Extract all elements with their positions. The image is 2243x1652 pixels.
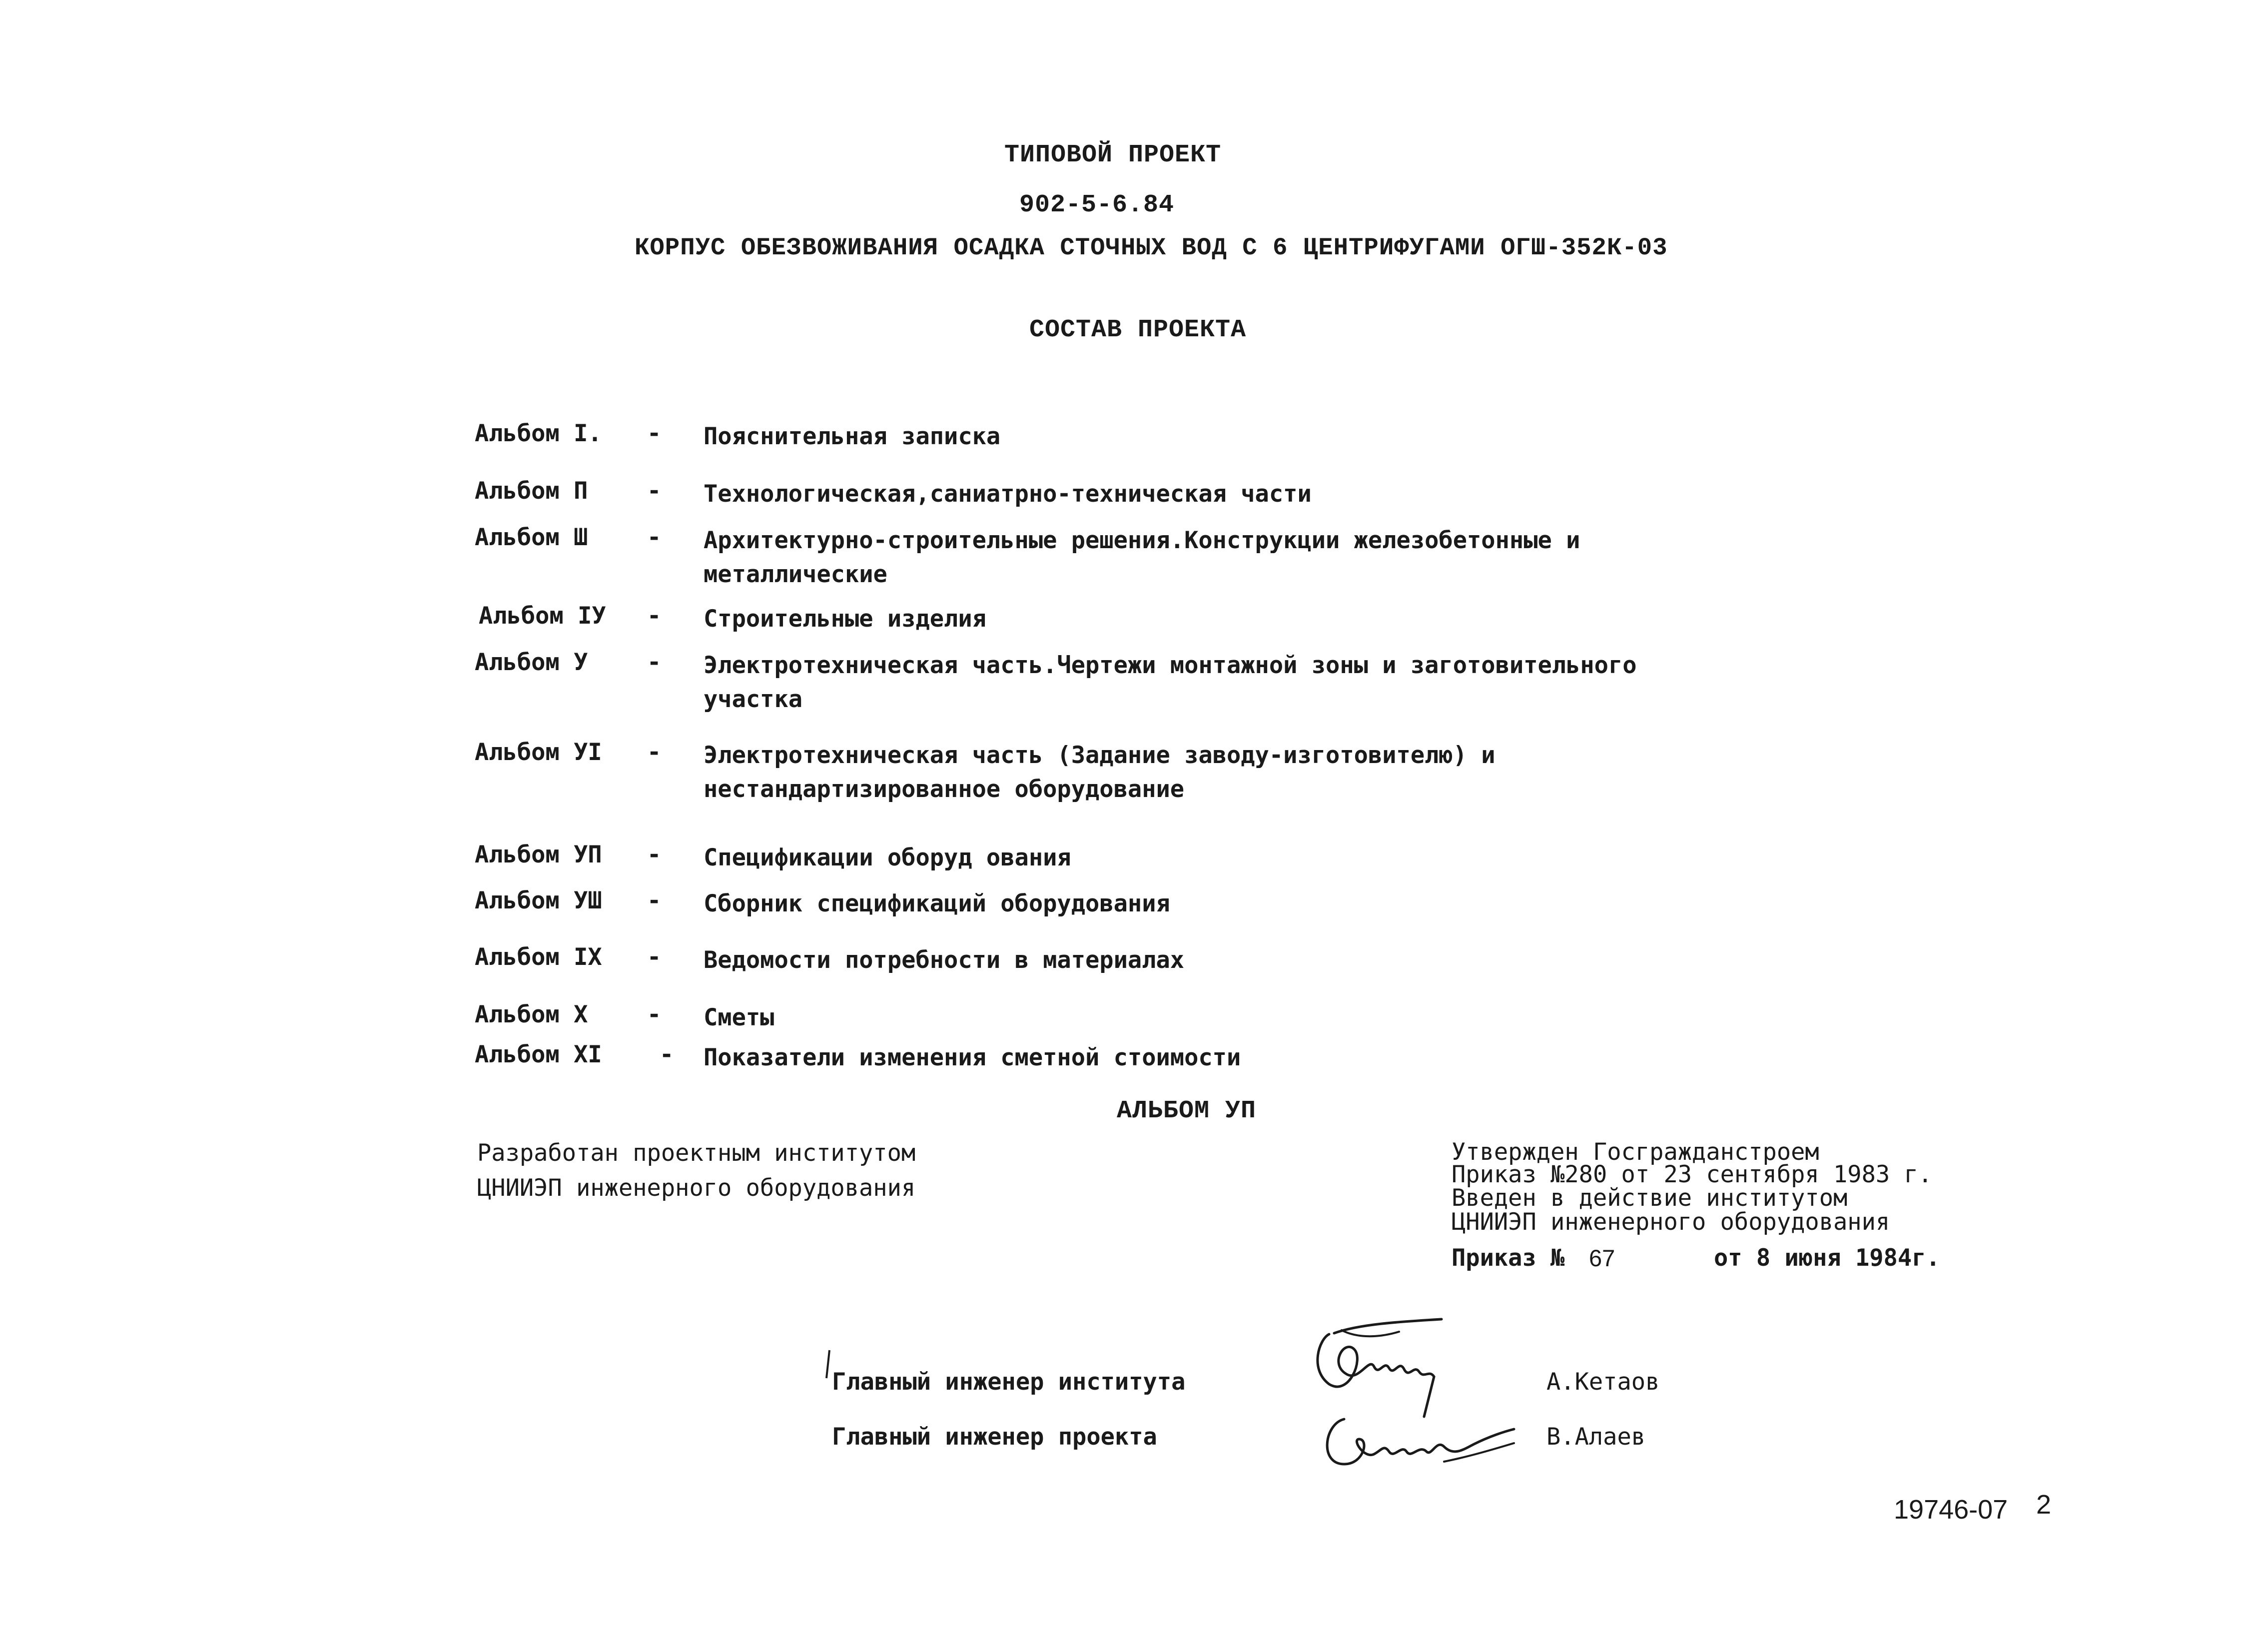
album-description: Сборник спецификаций оборудования (704, 890, 1170, 917)
chief-project-name: В.Алаев (1546, 1423, 1646, 1451)
album-label: Альбом IX (475, 943, 602, 971)
album-dash: - (647, 841, 662, 868)
album-dash: - (647, 477, 662, 505)
order-label: Приказ № (1452, 1244, 1565, 1272)
album-description: Архитектурно-строительные решения.Конструкции железобетонные и металлические (704, 527, 1580, 588)
document-type-title: ТИПОВОЙ ПРОЕКТ (1004, 141, 1222, 169)
signature-alaev (1309, 1409, 1519, 1474)
album-dash: - (647, 649, 662, 676)
album-label: Альбом У (475, 649, 588, 676)
album-dash: - (647, 887, 662, 914)
album-row (475, 649, 1724, 719)
tick-mark (824, 1349, 831, 1379)
album-description: Электротехническая часть.Чертежи монтажной зоны и заготовительного участка (704, 652, 1637, 713)
album-description: Технологическая,саниатрно-техническая части (704, 480, 1312, 508)
approval-line-4: ЦНИИЭП инженерного оборудования (1452, 1208, 1890, 1236)
album-dash: - (647, 420, 662, 447)
album-description: Ведомости потребности в материалах (704, 946, 1185, 974)
album-label: Альбом УI (475, 739, 602, 766)
album-dash: - (647, 602, 662, 630)
album-label: Альбом УШ (475, 887, 602, 914)
album-row (475, 739, 1724, 809)
album-label: Альбом I. (475, 420, 602, 447)
project-subject: КОРПУС ОБЕЗВОЖИВАНИЯ ОСАДКА СТОЧНЫХ ВОД С 6 ЦЕНТРИФУГАМИ ОГШ-352К-03 (635, 234, 1668, 262)
album-description: Спецификации оборуд ования (704, 844, 1071, 871)
project-code: 902-5-6.84 (1019, 191, 1175, 219)
album-description: Пояснительная записка (704, 423, 1001, 450)
order-number: 67 (1589, 1245, 1615, 1271)
chief-institute-title: Главный инженер института (832, 1368, 1186, 1396)
album-label: Альбом УП (475, 841, 602, 868)
sheet-code: 19746-07 (1894, 1495, 2008, 1525)
approval-line-3: Введен в действие институтом (1452, 1184, 1848, 1212)
album-row (475, 1041, 1724, 1111)
album-label: Альбом XI (475, 1041, 602, 1068)
page-number: 2 (2036, 1490, 2052, 1520)
chief-institute-name: А.Кетаов (1546, 1368, 1660, 1396)
album-row (475, 524, 1724, 594)
album-dash: - (647, 1001, 662, 1028)
album-label: Альбом Ш (475, 524, 588, 551)
approval-line-2: Приказ №280 от 23 сентября 1983 г. (1452, 1161, 1933, 1188)
approval-line-1: Утвержден Госгражданстроем (1452, 1138, 1819, 1166)
album-dash: - (647, 524, 662, 551)
album-dash: - (647, 943, 662, 971)
album-label: Альбом П (475, 477, 588, 505)
chief-project-title: Главный инженер проекта (832, 1423, 1157, 1451)
album-description: Электротехническая часть (Задание заводу-изготовителю) и нестандартизированное оборудование (704, 742, 1495, 803)
developer-line-2: ЦНИИЭП инженерного оборудования (477, 1174, 916, 1202)
developer-line-1: Разработан проектным институтом (477, 1139, 916, 1167)
album-label: Альбом X (475, 1001, 588, 1028)
album-description: Строительные изделия (704, 605, 986, 633)
current-album-title: АЛЬБОМ УП (1117, 1097, 1257, 1125)
album-label: Альбом IУ (479, 602, 606, 630)
album-description: Показатели изменения сметной стоимости (704, 1044, 1241, 1071)
signature-ketaov (1299, 1309, 1449, 1419)
section-heading: СОСТАВ ПРОЕКТА (1029, 316, 1247, 344)
album-dash: - (647, 739, 662, 766)
album-description: Сметы (704, 1004, 774, 1031)
order-date: от 8 июня 1984г. (1714, 1244, 1940, 1272)
album-dash: - (660, 1041, 674, 1068)
